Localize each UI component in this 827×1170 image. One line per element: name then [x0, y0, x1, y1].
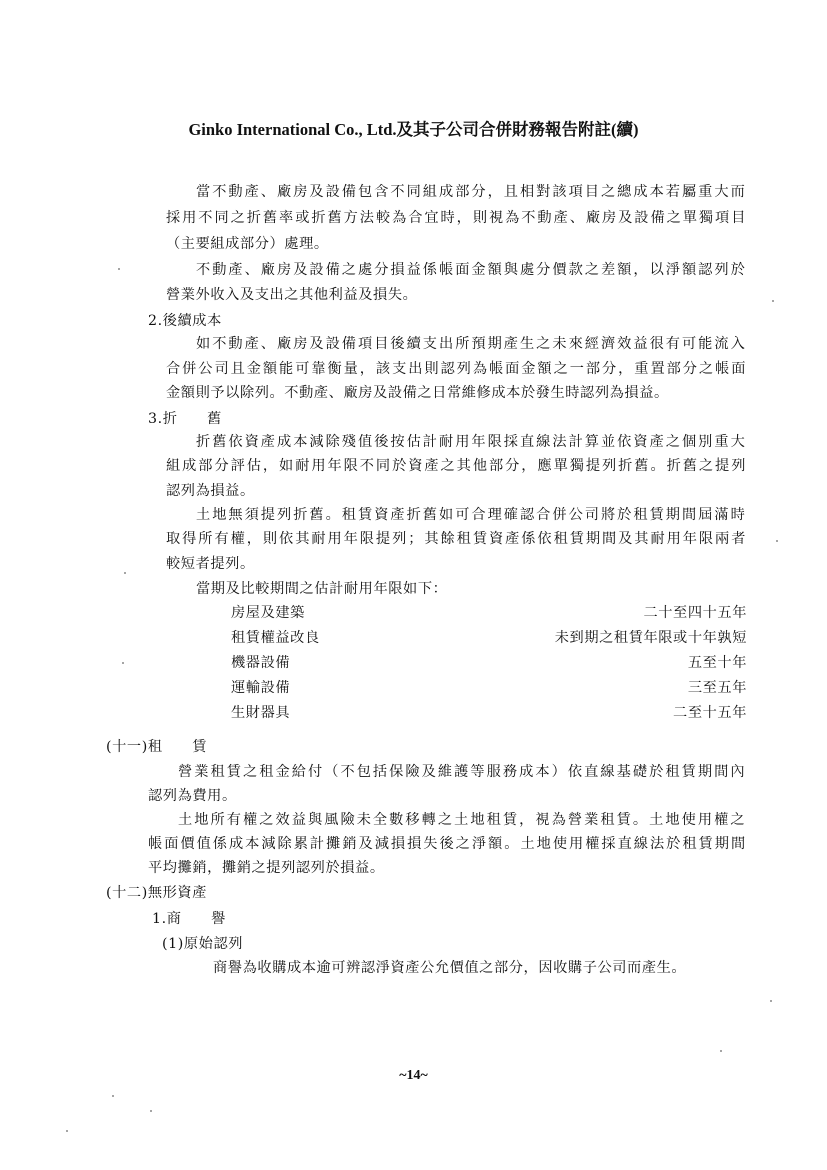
paragraph-line: 當不動產、廠房及設備包含不同組成部分，且相對該項目之總成本若屬重大而 [196, 184, 747, 200]
paragraph-line: 不動產、廠房及設備之處分損益係帳面金額與處分價款之差額，以淨額認列於 [196, 262, 747, 278]
paragraph-line: 平均攤銷，攤銷之提列認列於損益。 [148, 860, 385, 876]
table-years: 五至十年 [687, 655, 747, 671]
scan-speck [66, 1130, 68, 1132]
heading-goodwill: 1.商 譽 [152, 911, 226, 927]
paragraph-line: 商譽為收購成本逾可辨認淨資產公允價值之部分，因收購子公司而產生。 [213, 960, 687, 976]
table-years: 未到期之租賃年限或十年孰短 [554, 630, 747, 646]
heading-depreciation: 3.折 舊 [148, 411, 222, 427]
heading-initial-recognition: (1)原始認列 [162, 936, 244, 952]
scan-speck [112, 1095, 114, 1097]
paragraph-line: 折舊依資產成本減除殘值後按估計耐用年限採直線法計算並依資產之個別重大 [196, 434, 747, 450]
table-item: 運輸設備 [231, 680, 291, 696]
paragraph-line: 土地所有權之效益與風險未全數移轉之土地租賃，視為營業租賃。土地使用權之 [178, 812, 747, 828]
table-item: 租賃權益改良 [231, 630, 320, 646]
scan-speck [770, 1000, 772, 1002]
table-item: 機器設備 [231, 655, 291, 671]
paragraph-line: 營業外收入及支出之其他利益及損失。 [166, 287, 418, 303]
paragraph-line: 金額則予以除列。不動產、廠房及設備之日常維修成本於發生時認列為損益。 [166, 385, 669, 401]
paragraph-line: 認列為費用。 [148, 788, 237, 804]
heading-lease: (十一)租 賃 [106, 739, 207, 755]
scan-speck [776, 540, 778, 542]
table-years: 二至十五年 [673, 705, 747, 721]
heading-intangible-assets: (十二)無形資產 [106, 885, 207, 901]
paragraph-line: 當期及比較期間之估計耐用年限如下： [196, 581, 448, 597]
scan-speck [150, 1110, 152, 1112]
table-years: 三至五年 [687, 680, 747, 696]
scan-speck [118, 268, 120, 270]
heading-subsequent-costs: 2.後續成本 [148, 313, 222, 329]
table-item: 生財器具 [231, 705, 291, 721]
scan-speck [720, 1050, 722, 1052]
scan-speck [122, 662, 124, 664]
document-title: Ginko International Co., Ltd.及其子公司合併財務報告附註(續) [188, 120, 639, 139]
table-years: 二十至四十五年 [643, 605, 747, 621]
scan-speck [772, 300, 774, 302]
paragraph-line: 較短者提列。 [166, 556, 255, 572]
paragraph-line: 取得所有權，則依其耐用年限提列；其餘租賃資產係依租賃期間及其耐用年限兩者 [166, 531, 748, 547]
paragraph-line: 營業租賃之租金給付（不包括保險及維護等服務成本）依直線基礎於租賃期間內 [178, 764, 747, 780]
scan-speck [124, 572, 126, 574]
paragraph-line: 組成部分評估，如耐用年限不同於資產之其他部分，應單獨提列折舊。折舊之提列 [166, 458, 748, 474]
paragraph-line: 帳面價值係成本減除累計攤銷及減損損失後之淨額。土地使用權採直線法於租賃期間 [148, 836, 748, 852]
paragraph-line: 合併公司且金額能可靠衡量，該支出則認列為帳面金額之一部分，重置部分之帳面 [166, 361, 748, 377]
page-number: ~14~ [399, 1068, 428, 1083]
paragraph-line: 土地無須提列折舊。租賃資產折舊如可合理確認合併公司將於租賃期間屆滿時 [196, 507, 747, 523]
paragraph-line: 認列為損益。 [166, 483, 255, 499]
paragraph-line: （主要組成部分）處理。 [166, 236, 329, 252]
paragraph-line: 如不動產、廠房及設備項目後續支出所預期產生之未來經濟效益很有可能流入 [196, 336, 747, 352]
table-item: 房屋及建築 [231, 605, 305, 621]
paragraph-line: 採用不同之折舊率或折舊方法較為合宜時，則視為不動產、廠房及設備之單獨項目 [166, 210, 748, 226]
